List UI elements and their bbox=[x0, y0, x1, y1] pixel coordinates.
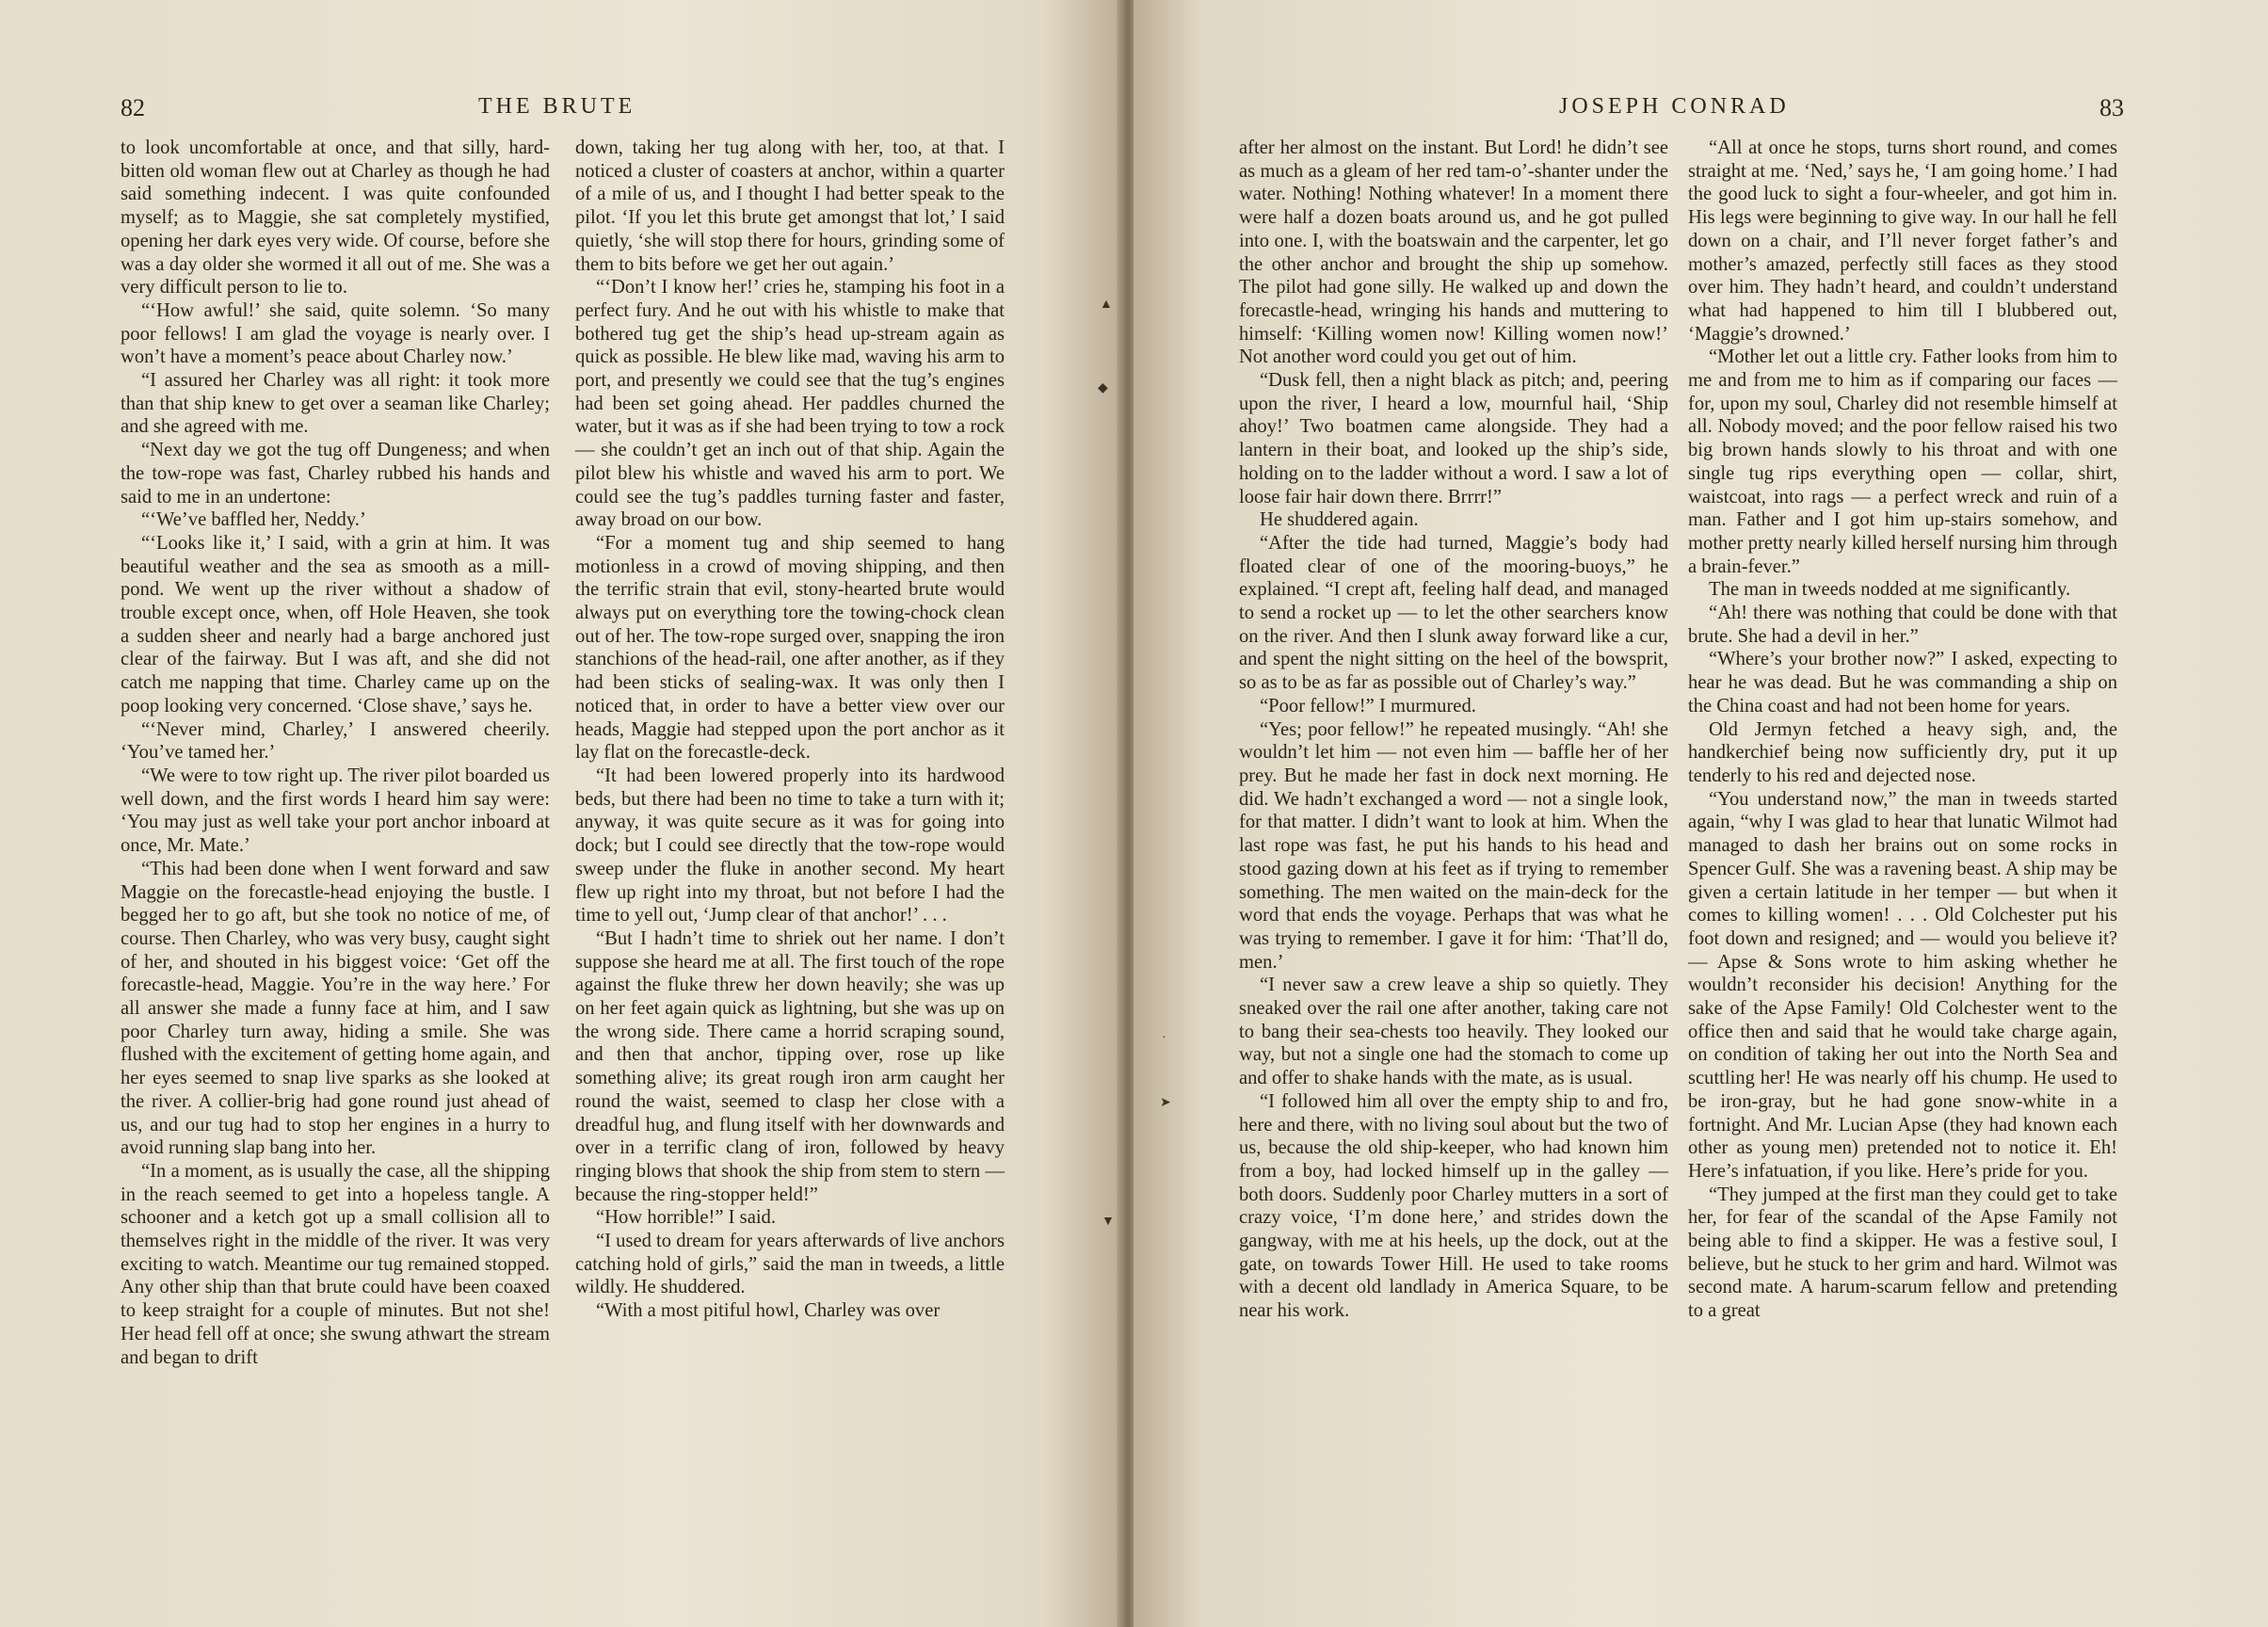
paragraph: “I followed him all over the empty ship to and fro, here and there, with no living soul about but the two of us, because the old ship-keeper, who had known him from a boy, had locked himself up in the galley — both doors. Suddenly poor Charley mutters in a sort of crazy voice, ‘I’m done here,’ and strides down the gangway, with me at his heels, up the dock, out at the gate, on towards Tower Hill. He used to take rooms with a decent old landlady in America Square, to be near his work. bbox=[1239, 1090, 1668, 1322]
paragraph: “This had been done when I went forward and saw Maggie on the forecastle-head enjoying the bustle. I begged her to go aft, but she took no notice of me, of course. Then Charley, who was very busy, caught sight of her, and shouted in his biggest voice: ‘Get off the forecastle-head, Maggie. You’re in the way here.’ For all answer she made a funny face at him, and I saw poor Charley turn away, hiding a smile. She was flushed with the excitement of getting home again, and her eyes seemed to snap live sparks as she looked at the river. A collier-brig had gone round just ahead of us, and our tug had to stop her engines in a hurry to avoid running slap bang into her. bbox=[121, 858, 550, 1159]
paragraph: “All at once he stops, turns short round, and comes straight at me. ‘Ned,’ says he, ‘I am going home.’ I had the good luck to sight a four-wheeler, and got him in. His legs were beginning to give way. In our hall he fell down on a chair, and I’ll never forget father’s and mother’s amazed, perfectly still faces as they stood over him. They hadn’t heard, and couldn’t understand what had happened to him till I blubbered out, ‘Maggie’s drowned.’ bbox=[1688, 137, 2117, 345]
margin-speck: · bbox=[1162, 1031, 1166, 1045]
paragraph: “After the tide had turned, Maggie’s body had floated clear of one of the mooring-buoys,” he explained. “I crept aft, feeling half dead, and managed to send a rocket up — to let the other searchers know on the river. And then I slunk away forward like a cur, and spent the night sitting on the heel of the bowsprit, so as to be as far as possible out of Charley’s way.” bbox=[1239, 532, 1668, 694]
paragraph: “It had been lowered properly into its hardwood beds, but there had been no time to take a turn with it; anyway, it was quite secure as it was for going into dock; but I could see directly that the tow-rope would sweep under the fluke in another second. My heart flew up right into my throat, but not before I had the time to yell out, ‘Jump clear of that anchor!’ . . . bbox=[575, 765, 1005, 926]
paragraph: “‘Looks like it,’ I said, with a grin at him. It was beautiful weather and the sea as smooth as a mill-pond. We went up the river without a shadow of trouble except once, when, off Hole Heaven, she took a sudden sheer and nearly had a barge anchored just clear of the fairway. But I was aft, and she did not catch me napping that time. Charley came up on the poop looking very concerned. ‘Close shave,’ says he. bbox=[121, 532, 550, 717]
paragraph: after her almost on the instant. But Lord! he didn’t see as much as a gleam of her red tam-o’-shanter under the water. Nothing! Nothing whatever! In a moment there were half a dozen boats around us, and he got pulled into one. I, with the boatswain and the carpenter, let go the other anchor and brought the ship up somehow. The pilot had gone silly. He walked up and down the forecastle-head, wringing his hands and muttering to himself: ‘Killing women now! Killing women now!’ Not another word could you get out of him. bbox=[1239, 137, 1668, 368]
margin-speck: ➤ bbox=[1160, 1096, 1171, 1110]
left-column-1 bbox=[121, 137, 550, 1369]
paragraph: “I never saw a crew leave a ship so quietly. They sneaked over the rail one after another, taking care not to bang their sea-chests too heavily. They looked our way, but not a single one had the stomach to come up and offer to shake hands with the mate, as is usual. bbox=[1239, 975, 1668, 1089]
paragraph: to look uncomfortable at once, and that silly, hard-bitten old woman flew out at Charley as though he had said something indecent. I was quite confounded myself; as to Maggie, she sat completely mystified, opening her dark eyes very wide. Of course, before she was a day older she wormed it all out of me. She was a very difficult person to lie to. bbox=[121, 137, 550, 298]
running-head-left: THE BRUTE bbox=[478, 94, 636, 119]
paragraph: “Where’s your brother now?” I asked, expecting to hear he was dead. But he was commanding a ship on the China coast and had not been home for years. bbox=[1688, 649, 2117, 717]
paragraph: “For a moment tug and ship seemed to hang motionless in a crowd of moving shipping, and then the terrific strain that evil, stony-hearted brute would always put on everything tore the towing-chock clean out of her. The tow-rope surged over, snapping the iron stanchions of the head-rail, one after another, as if they had been sticks of sealing-wax. It was only then I noticed that, in order to have a better view over our heads, Maggie had stepped upon the port anchor as it lay flat on the forecastle-deck. bbox=[575, 532, 1005, 764]
left-column-2 bbox=[575, 137, 1005, 1323]
right-column-1 bbox=[1239, 137, 1668, 1323]
paragraph: “‘How awful!’ she said, quite solemn. ‘So many poor fellows! I am glad the voyage is nearly over. I won’t have a moment’s peace about Charley now.’ bbox=[121, 299, 550, 368]
paragraph: down, taking her tug along with her, too, at that. I noticed a cluster of coasters at anchor, within a quarter of a mile of us, and I thought I had better speak to the pilot. ‘If you let this brute get amongst that lot,’ I said quietly, ‘she will stop there for hours, grinding some of them to bits before we get her out again.’ bbox=[575, 137, 1005, 275]
paragraph: “‘Don’t I know her!’ cries he, stamping his foot in a perfect fury. And he out with his whistle to make that bothered tug get the ship’s head up-stream again as quick as possible. He blew like mad, waving his arm to port, and presently we could see that the tug’s engines had been set going ahead. Her paddles churned the water, but it was as if she had been trying to tow a rock — she couldn’t get an inch out of that ship. Again the pilot blew his whistle and waved his arm to port. We could see the tug’s paddles turning faster and faster, away broad on our bow. bbox=[575, 277, 1005, 531]
paragraph: He shuddered again. bbox=[1260, 509, 1419, 531]
paragraph: “‘Never mind, Charley,’ I answered cheerily. ‘You’ve tamed her.’ bbox=[121, 718, 550, 764]
right-column-2 bbox=[1688, 137, 2117, 1323]
running-head-right: JOSEPH CONRAD bbox=[1559, 94, 1790, 119]
page-number-left: 82 bbox=[121, 94, 145, 121]
paragraph: Old Jermyn fetched a heavy sigh, and, the handkerchief being now sufficiently dry, put it up tenderly to his red and dejected nose. bbox=[1688, 718, 2117, 786]
paragraph: “With a most pitiful howl, Charley was over bbox=[596, 1300, 941, 1322]
paragraph: “How horrible!” I said. bbox=[596, 1207, 776, 1229]
paragraph: “We were to tow right up. The river pilot boarded us well down, and the first words I heard him say were: ‘You may just as well take your port anchor inboard at once, Mr. Mate.’ bbox=[121, 765, 550, 857]
paragraph: “‘We’ve baffled her, Neddy.’ bbox=[141, 509, 366, 531]
paragraph: The man in tweeds nodded at me significantly. bbox=[1709, 579, 2071, 601]
paragraph: “Next day we got the tug off Dungeness; and when the tow-rope was fast, Charley rubbed his hands and said to me in an undertone: bbox=[121, 440, 550, 507]
left-page bbox=[0, 0, 1122, 1627]
paragraph: “I assured her Charley was all right: it took more than that ship knew to get over a seaman like Charley; and she agreed with me. bbox=[121, 370, 550, 438]
paragraph: “Dusk fell, then a night black as pitch; and, peering upon the river, I heard a low, mournful hail, ‘Ship ahoy!’ Two boatmen came alongside. They had a lantern in their boat, and looked up the ship’s side, holding on to the ladder without a word. I saw a lot of loose fair hair down there. Brrrr!” bbox=[1239, 370, 1668, 507]
margin-speck: ▼ bbox=[1102, 1215, 1115, 1229]
margin-speck: ◆ bbox=[1098, 381, 1108, 395]
paragraph: “Yes; poor fellow!” he repeated musingly. “Ah! she wouldn’t let him — not even him — baffle her of her prey. But he made her fast in dock next morning. He did. We hadn’t exchanged a word — not a single look, for that matter. I didn’t want to look at him. When the last rope was fast, he put his hands to his head and stood gazing down at his feet as if trying to remember something. The men waited on the main-deck for the word that ends the voyage. Perhaps that was what he was trying to remember. I gave it for him: ‘That’ll do, men.’ bbox=[1239, 718, 1668, 973]
paragraph: “I used to dream for years afterwards of live anchors catching hold of girls,” said the man in tweeds, a little wildly. He shuddered. bbox=[575, 1231, 1005, 1298]
paragraph: “You understand now,” the man in tweeds started again, “why I was glad to hear that lunatic Wilmot had managed to dash her brains out on some rocks in Spencer Gulf. She was a ravening beast. A ship may be given a certain latitude in her temper — but when it comes to killing women! . . . Old Colchester put his foot down and resigned; and — would you believe it? — Apse & Sons wrote to him asking whether he wouldn’t reconsider his decision! Anything for the sake of the Apse Family! Old Colchester went to the office then and said that he would take charge again, on condition of taking her out into the North Sea and scuttling her! He was nearly off his chump. He used to be iron-gray, but he had gone snow-white in a fortnight. And Mr. Lucian Apse (they had known each other as young men) pretended not to notice it. Eh! Here’s infatuation, if you like. Here’s pride for you. bbox=[1688, 788, 2117, 1182]
margin-speck: ▲ bbox=[1100, 298, 1113, 312]
paragraph: “But I hadn’t time to shriek out her name. I don’t suppose she heard me at all. The first touch of the rope against the fluke threw her down heavily; she was up on her feet again quick as lightning, but she was up on the wrong side. There came a horrid scraping sound, and then that anchor, tipping over, rose up like something alive; its great rough iron arm caught her round the waist, seemed to clasp her close with a dreadful hug, and flung itself with her downwards and over in a terrific clang of iron, followed by heavy ringing blows that shook the ship from stem to stern — because the ring-stopper held!” bbox=[575, 927, 1005, 1205]
right-page bbox=[1134, 0, 2268, 1627]
paragraph: “They jumped at the first man they could get to take her, for fear of the scandal of the Apse Family not being able to find a skipper. He was a festive soul, I believe, but he stuck to her grim and hard. Wilmot was second mate. A harum-scarum fellow and pretending to a great bbox=[1688, 1184, 2117, 1322]
page-number-right: 83 bbox=[2099, 94, 2124, 121]
paragraph: “Mother let out a little cry. Father looks from him to me and from me to him as if comparing our faces — for, upon my soul, Charley did not resemble himself at all. Nobody moved; and the poor fellow raised his two big brown hands slowly to his throat and with one single tug rips everything open — collar, shirt, waistcoat, into rags — a perfect wreck and ruin of a man. Father and I got him up-stairs somehow, and mother pretty nearly killed herself nursing him through a brain-fever.” bbox=[1688, 346, 2117, 577]
paragraph: “Poor fellow!” I murmured. bbox=[1260, 695, 1476, 717]
paragraph: “Ah! there was nothing that could be done with that brute. She had a devil in her.” bbox=[1688, 603, 2117, 647]
paragraph: “In a moment, as is usually the case, all the shipping in the reach seemed to get into a hopeless tangle. A schooner and a ketch got up a small collision all to themselves right in the middle of the river. It was very exciting to watch. Meantime our tug remained stopped. Any other ship than that brute could have been coaxed to keep straight for a couple of minutes. But not she! Her head fell off at once; she swung athwart the stream and began to drift bbox=[121, 1160, 550, 1368]
